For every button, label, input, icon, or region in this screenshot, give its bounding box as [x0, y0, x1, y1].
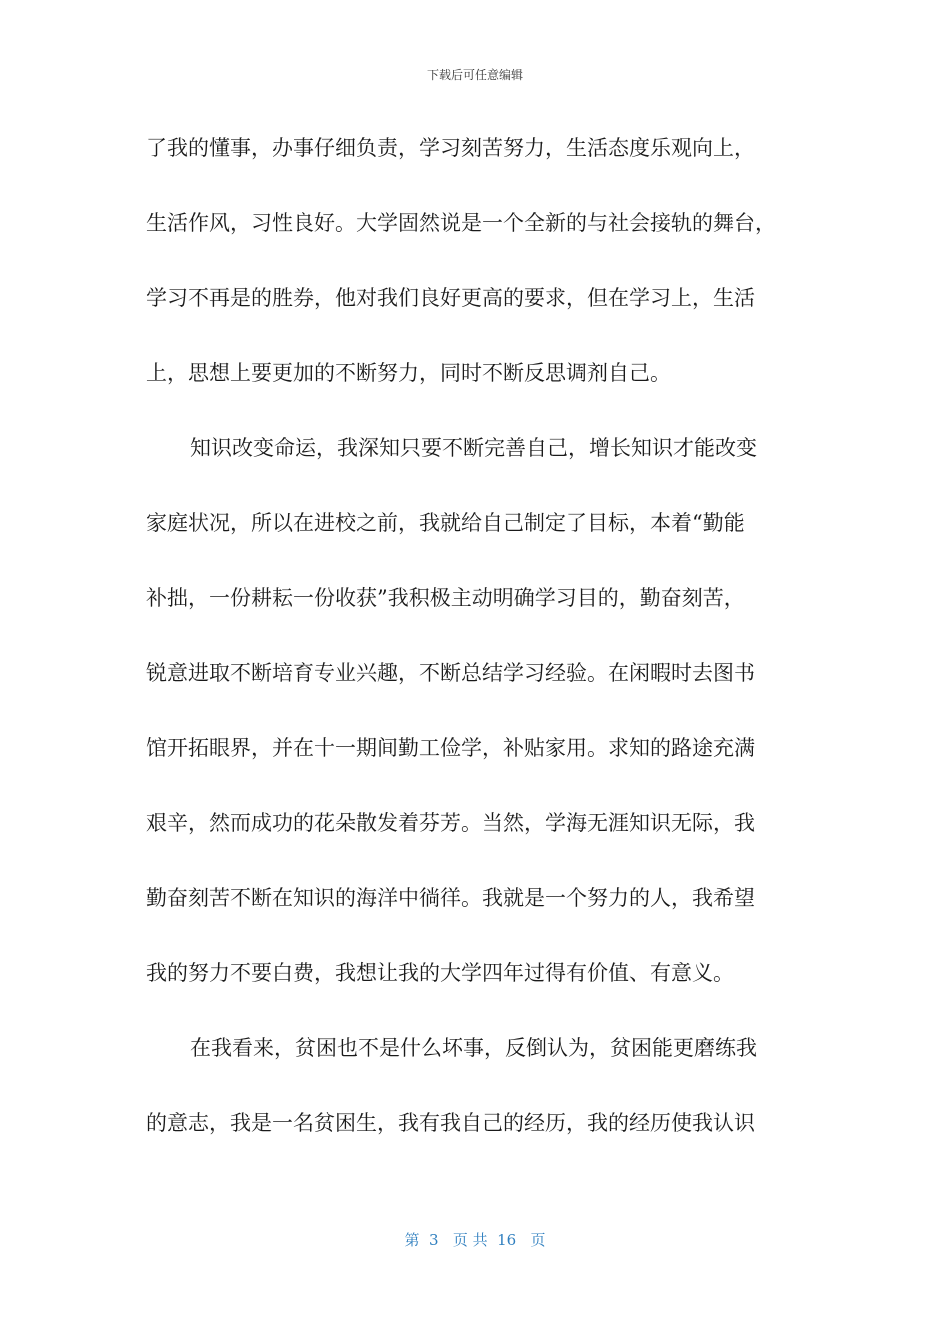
- text-line: 勤奋刻苦不断在知识的海洋中徜徉。我就是一个努力的人，我希望: [146, 886, 755, 910]
- text-line: 了我的懂事，办事仔细负责，学习刻苦努力，生活态度乐观向上，: [146, 136, 755, 160]
- text-line: 我的努力不要白费，我想让我的大学四年过得有价值、有意义。: [146, 961, 734, 985]
- page-header: 下载后可任意编辑: [426, 68, 523, 82]
- text-line: 上，思想上要更加的不断努力，同时不断反思调剂自己。: [146, 361, 671, 385]
- text-line: 的意志，我是一名贫困生，我有我自己的经历，我的经历使我认识: [146, 1111, 755, 1135]
- paragraph-first-line: 在我看来，贫困也不是什么坏事，反倒认为，贫困能更磨练我: [190, 1036, 757, 1060]
- text-line: 学习不再是的胜券，他对我们良好更高的要求，但在学习上，生活: [146, 286, 755, 310]
- page-number-footer: 第 3 页 共 16 页: [404, 1231, 546, 1249]
- text-line: 锐意进取不断培育专业兴趣，不断总结学习经验。在闲暇时去图书: [146, 661, 755, 685]
- document-body: [146, 128, 826, 1178]
- text-line: 补拙，一份耕耘一份收获”我积极主动明确学习目的，勤奋刻苦，: [146, 586, 745, 610]
- text-line: 馆开拓眼界，并在十一期间勤工俭学，补贴家用。求知的路途充满: [146, 736, 755, 760]
- text-line: 家庭状况，所以在进校之前，我就给自己制定了目标，本着“勤能: [146, 511, 745, 535]
- paragraph-first-line: 知识改变命运，我深知只要不断完善自己，增长知识才能改变: [190, 436, 757, 460]
- text-line: 生活作风，习性良好。大学固然说是一个全新的与社会接轨的舞台，: [146, 211, 776, 235]
- text-line: 艰辛，然而成功的花朵散发着芬芳。当然，学海无涯知识无际，我: [146, 811, 755, 835]
